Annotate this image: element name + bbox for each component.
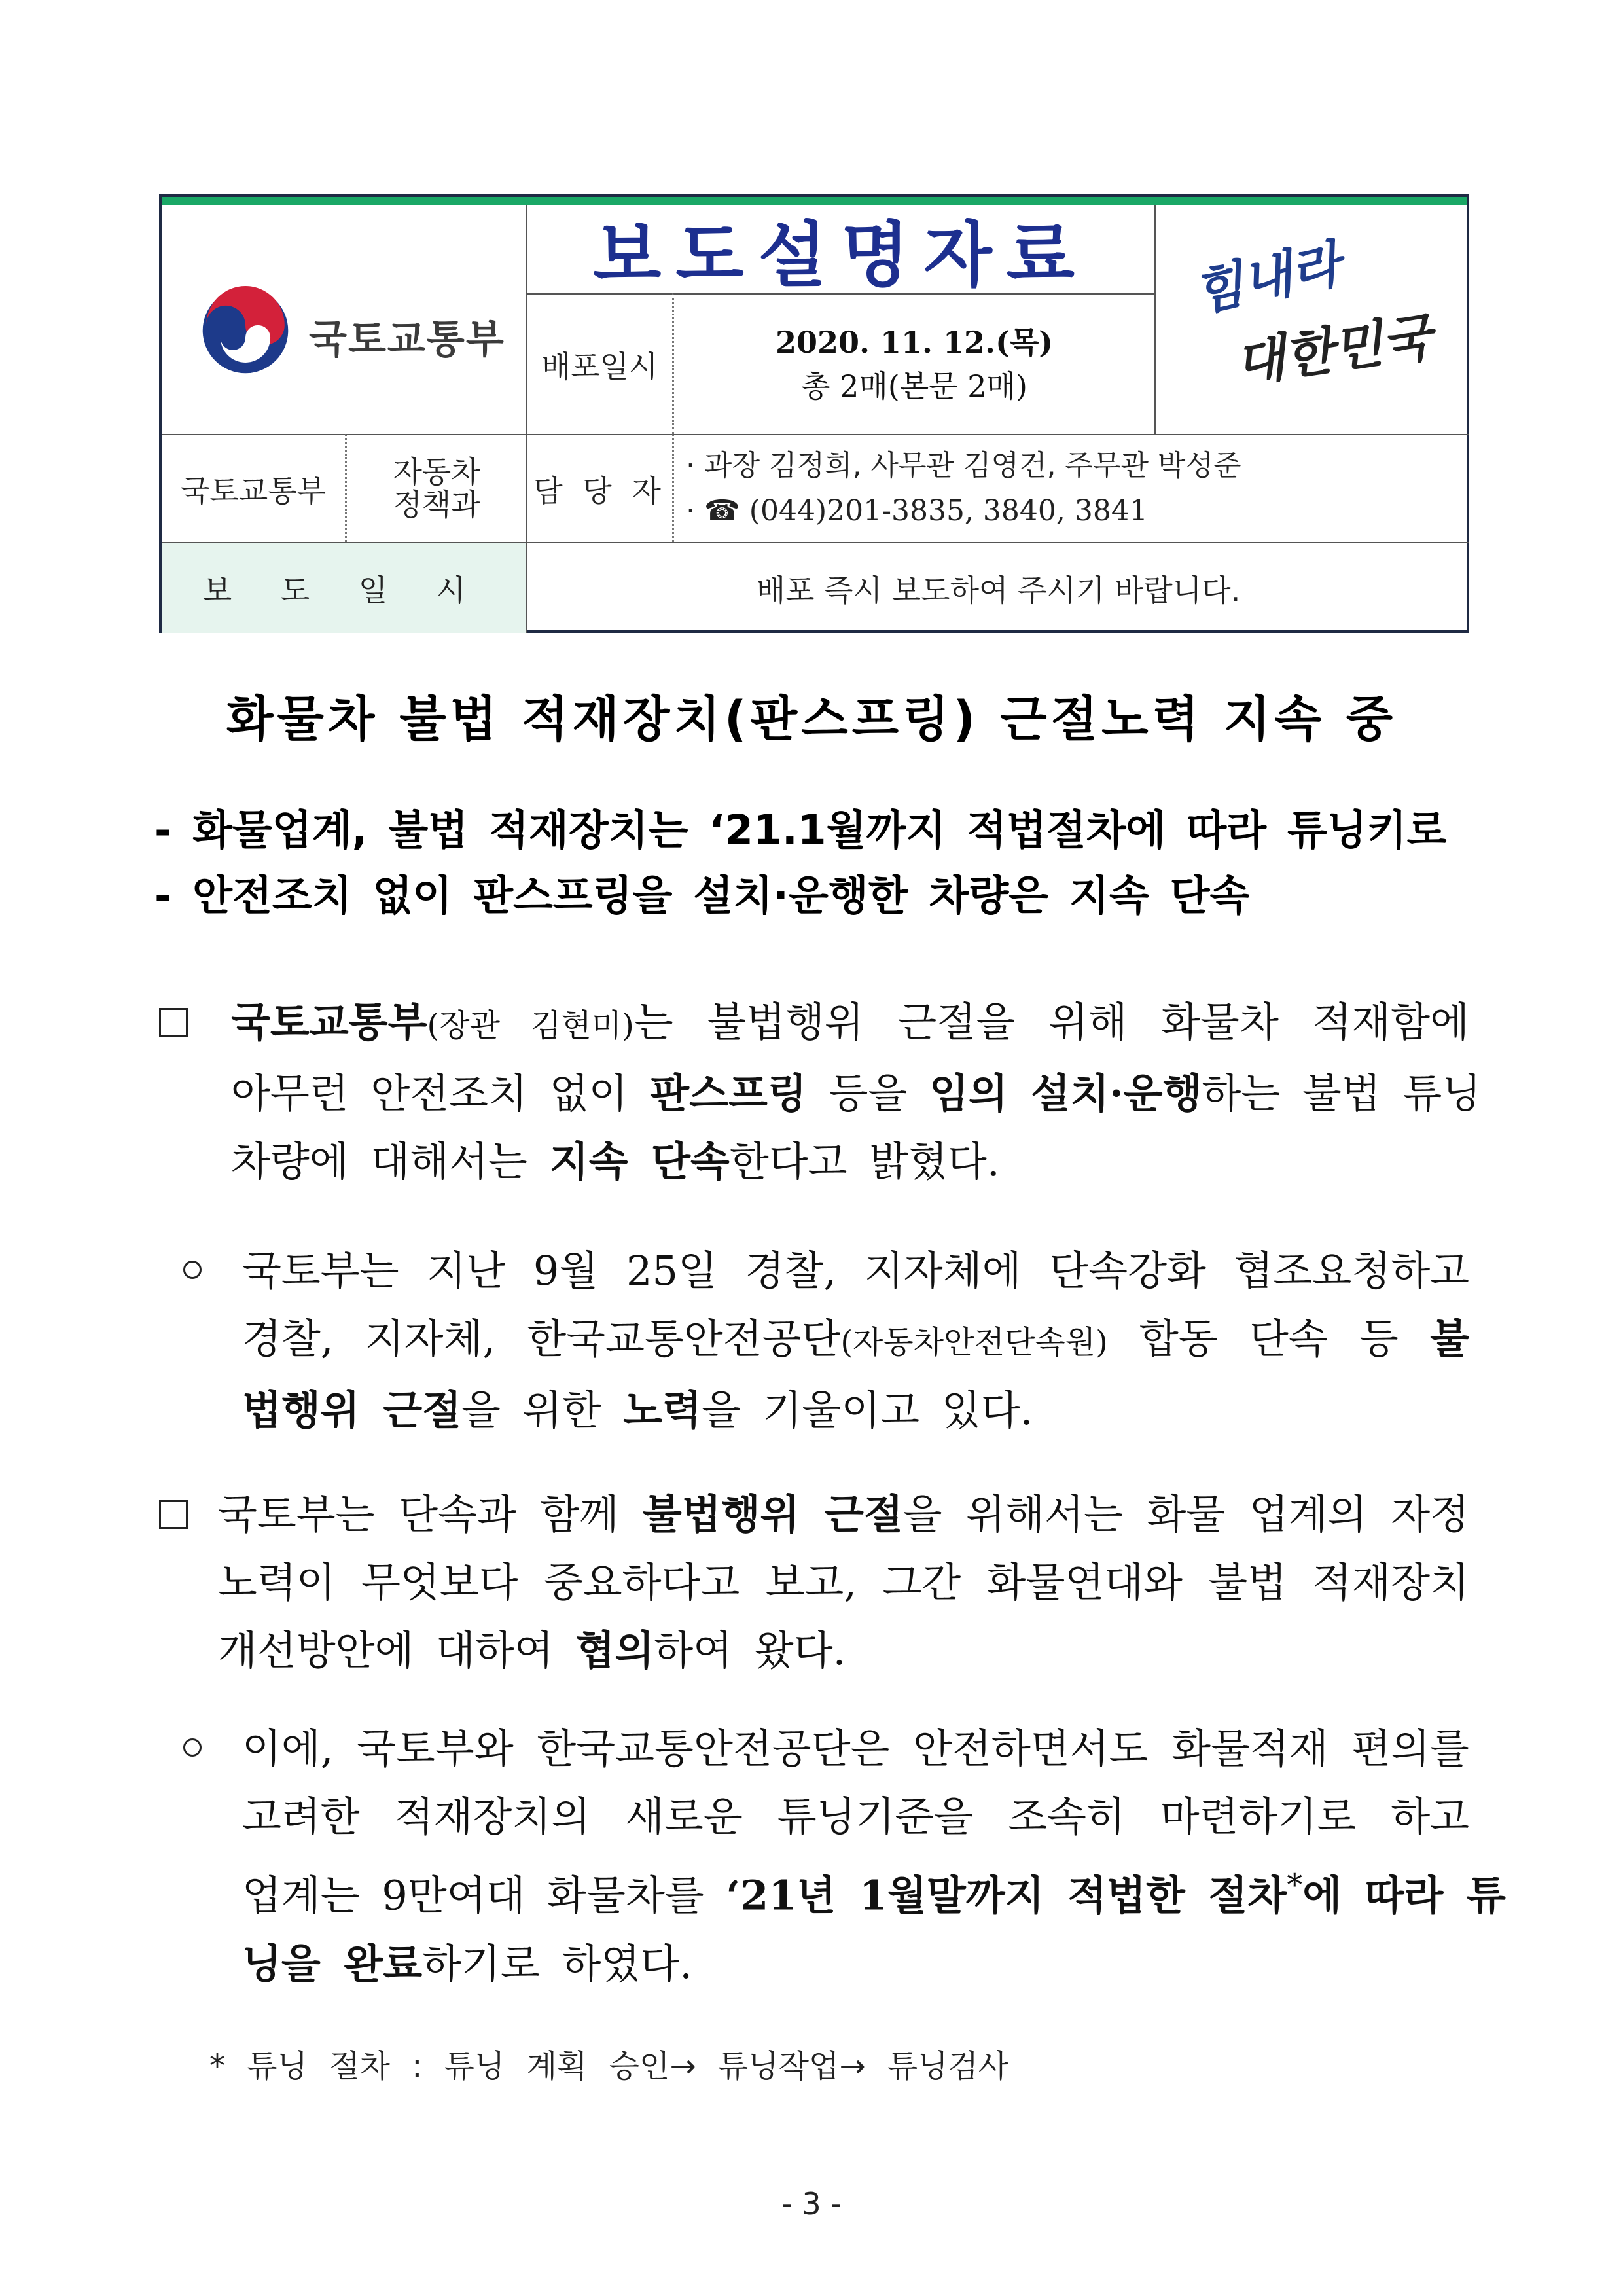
p1-text-c1: 차량에 대해서는 — [231, 1138, 550, 1185]
square-bullet-icon — [159, 1500, 188, 1529]
press-title: 보도설명자료 — [593, 215, 1089, 296]
p1-text-a: 는 불법행위 근절을 위해 화물차 적재함에 — [633, 998, 1469, 1046]
p4-bold-deadline: ‘21년 1월말까지 적법한 절차 — [726, 1871, 1287, 1920]
contact-label: 담 당 자 — [533, 473, 666, 509]
p1-minister: (장관 김현미) — [427, 1007, 634, 1044]
p3-line-2: 노력이 무엇보다 중요하다고 보고, 그간 화물연대와 불법 적재장치 — [218, 1558, 1469, 1606]
p3-bold-eradication: 불법행위 근절 — [642, 1490, 903, 1538]
p3-text-c3: 하여 왔다. — [654, 1626, 846, 1674]
department-line-2: 정책과 — [393, 486, 480, 522]
p1-bold-install: 임의 설치·운행 — [929, 1069, 1202, 1117]
square-bullet-icon — [159, 1008, 188, 1037]
p1-ministry: 국토교통부 — [231, 998, 427, 1046]
circle-bullet-icon — [183, 1261, 202, 1279]
distribution-value-cell — [672, 293, 1154, 434]
report-time-label: 보 도 일 시 — [202, 572, 486, 608]
report-time-value: 배포 즉시 보도하여 주시기 바랍니다. — [756, 572, 1241, 608]
p2-line-1: 국토부는 지난 9월 25일 경찰, 지자체에 단속강화 협조요청하고 — [242, 1247, 1469, 1295]
p3-text-c1: 개선방안에 대하여 — [218, 1626, 576, 1674]
p1-text-b1: 아무런 안전조치 없이 — [231, 1069, 651, 1117]
p2-text-b3: 합동 단속 등 — [1107, 1315, 1431, 1363]
p2-bold-b4: 불 — [1430, 1315, 1469, 1363]
ministry-logo-text: 국토교통부 — [309, 317, 505, 363]
p4-footnote-mark: * — [1287, 1867, 1303, 1903]
report-time-label-cell — [162, 542, 526, 633]
article-title: 화물차 불법 적재장치(판스프링) 근절노력 지속 중 — [226, 691, 1397, 747]
contact-names: · 과장 김정희, 사무관 김영건, 주무관 박성준 — [686, 449, 1241, 483]
p2-bold-eradication: 법행위 근절 — [242, 1386, 462, 1434]
report-time-value-cell — [526, 542, 1469, 633]
p2-text-c2: 을 위한 — [461, 1386, 624, 1434]
press-header-table — [159, 194, 1469, 633]
p4-text-c1: 업계는 9만여대 화물차를 — [242, 1871, 726, 1920]
distribution-pages: 총 2매(본문 2매) — [801, 368, 1027, 404]
p4-bold-c4: 에 따라 튜 — [1302, 1871, 1506, 1920]
distribution-label: 배포일시 — [541, 348, 658, 384]
slogan-logo — [1154, 205, 1469, 434]
slogan-line-1: 힘내라 — [1188, 234, 1346, 323]
contact-label-cell — [526, 434, 672, 542]
contact-info-cell — [672, 434, 1469, 542]
subtitle-2: - 안전조치 없이 판스프링을 설치·운행한 차량은 지속 단속 — [154, 872, 1250, 920]
paragraph-2 — [242, 1237, 1469, 1444]
p1-text-b5: 하는 불법 튜닝 — [1202, 1069, 1482, 1117]
p1-bold-leaf-spring: 판스프링 — [650, 1069, 807, 1117]
paragraph-3 — [218, 1480, 1469, 1685]
p1-text-b3: 등을 — [806, 1069, 929, 1117]
contact-phone: (044)201-3835, 3840, 3841 — [749, 493, 1148, 528]
p2-bold-effort: 노력 — [623, 1386, 702, 1434]
contact-phone-row: · ☎ (044)201-3835, 3840, 3841 — [686, 493, 1148, 528]
p2-enforcer: (자동차안전단속원) — [840, 1324, 1108, 1361]
p2-text-c4: 을 기울이고 있다. — [701, 1386, 1033, 1434]
p4-bold-complete: 닝을 완료 — [242, 1939, 423, 1988]
p4-text-d2: 하기로 하였다. — [422, 1939, 692, 1988]
phone-icon: ☎ — [704, 493, 740, 528]
press-title-cell — [526, 205, 1154, 296]
distribution-date: 2020. 11. 12.(목) — [775, 324, 1054, 360]
circle-bullet-icon — [183, 1738, 202, 1757]
p1-text-c3: 한다고 밝혔다. — [729, 1138, 1000, 1185]
p4-line-1: 이에, 국토부와 한국교통안전공단은 안전하면서도 화물적재 편의를 — [242, 1725, 1469, 1772]
p3-text-a1: 국토부는 단속과 함께 — [218, 1490, 643, 1538]
slogan-line-2: 대한민국 — [1232, 308, 1436, 394]
p3-text-a3: 을 위해서는 화물 업계의 자정 — [902, 1490, 1469, 1538]
page-number: - 3 - — [781, 2186, 842, 2221]
p2-text-b1: 경찰, 지자체, 한국교통안전공단 — [242, 1315, 841, 1363]
taegeuk-logo-icon — [201, 286, 290, 375]
distribution-label-cell — [526, 293, 672, 434]
org-name: 국토교통부 — [180, 473, 327, 509]
department-line-1: 자동차 — [393, 454, 480, 490]
p3-bold-consult: 협의 — [575, 1626, 654, 1674]
paragraph-4 — [242, 1715, 1506, 1998]
tuning-procedure-footnote: * 튜닝 절차 : 튜닝 계획 승인→ 튜닝작업→ 튜닝검사 — [209, 2048, 1009, 2085]
p4-line-2: 고려한 적재장치의 새로운 튜닝기준을 조속히 마련하기로 하고 — [242, 1793, 1469, 1840]
department-cell — [345, 434, 526, 542]
p1-bold-crackdown: 지속 단속 — [549, 1138, 730, 1185]
subtitle-1: - 화물업계, 불법 적재장치는 ‘21.1월까지 적법절차에 따라 튜닝키로 — [154, 806, 1447, 854]
org-name-cell — [162, 434, 345, 542]
paragraph-1 — [231, 988, 1482, 1196]
